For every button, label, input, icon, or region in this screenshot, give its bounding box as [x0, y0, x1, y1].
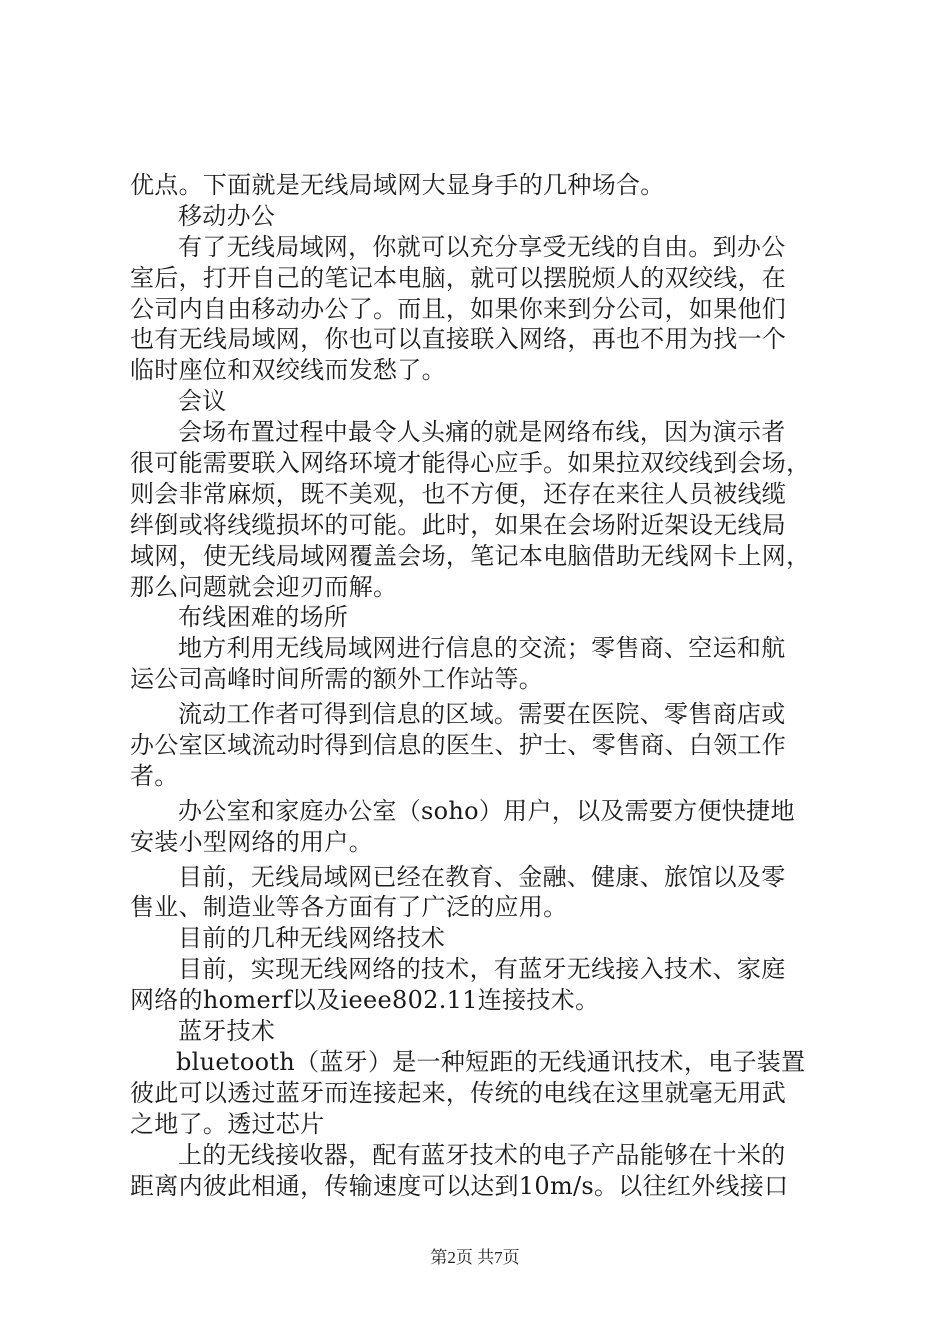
- body-line: 之地了。透过芯片: [130, 1109, 325, 1138]
- body-line: 售业、制造业等各方面有了广泛的应用。: [130, 893, 568, 922]
- body-line: 者。: [130, 761, 179, 790]
- body-line: 距离内彼此相通，传输速度可以达到10m/s。以往红外线接口: [130, 1171, 789, 1200]
- body-line: 优点。下面就是无线局域网大显身手的几种场合。: [130, 171, 665, 199]
- body-line: 彼此可以透过蓝牙而连接起来，传统的电线在这里就毫无用武: [130, 1078, 787, 1107]
- body-line: 办公室和家庭办公室（soho）用户，以及需要方便快捷地: [178, 796, 795, 825]
- section-heading-wireless-tech: 目前的几种无线网络技术: [178, 924, 446, 953]
- body-line: 上的无线接收器，配有蓝牙技术的电子产品能够在十米的: [178, 1140, 786, 1169]
- body-line: 安装小型网络的用户。: [130, 827, 373, 856]
- body-line: 域网，使无线局域网覆盖会场，笔记本电脑借助无线网卡上网，: [130, 541, 811, 570]
- body-line: 运公司高峰时间所需的额外工作站等。: [130, 665, 544, 694]
- section-heading-bluetooth: 蓝牙技术: [178, 1017, 276, 1046]
- body-line: 网络的homerf以及ieee802.11连接技术。: [130, 986, 600, 1015]
- body-line: 办公室区域流动时得到信息的医生、护士、零售商、白领工作: [130, 731, 787, 760]
- section-heading-meeting: 会议: [178, 387, 227, 416]
- body-line: 会场布置过程中最令人头痛的就是网络布线，因为演示者: [178, 418, 786, 447]
- body-line: 也有无线局域网，你也可以直接联入网络，再也不用为找一个: [130, 325, 787, 354]
- body-line: 绊倒或将线缆损坏的可能。此时，如果在会场附近架设无线局: [130, 510, 787, 539]
- body-line: 公司内自由移动办公了。而且，如果你来到分公司，如果他们: [130, 294, 787, 323]
- page-number-footer: 第2页 共7页: [430, 1248, 520, 1267]
- section-heading-difficult-wiring: 布线困难的场所: [178, 603, 349, 632]
- body-line: 流动工作者可得到信息的区域。需要在医院、零售商店或: [178, 700, 786, 729]
- body-line: 地方利用无线局域网进行信息的交流；零售商、空运和航: [178, 634, 786, 663]
- document-body: [130, 170, 830, 1201]
- body-line: 目前，无线局域网已经在教育、金融、健康、旅馆以及零: [178, 862, 786, 891]
- body-line: 目前，实现无线网络的技术，有蓝牙无线接入技术、家庭: [178, 955, 786, 984]
- body-line: 临时座位和双绞线而发愁了。: [130, 356, 446, 385]
- section-heading-mobile-office: 移动办公: [178, 201, 276, 230]
- body-line: 则会非常麻烦，既不美观，也不方便，还存在来往人员被线缆: [130, 479, 787, 508]
- body-line: 那么问题就会迎刃而解。: [130, 572, 398, 601]
- body-line: bluetooth（蓝牙）是一种短距的无线通讯技术，电子装置: [176, 1047, 806, 1076]
- body-line: 很可能需要联入网络环境才能得心应手。如果拉双绞线到会场，: [130, 449, 811, 478]
- body-line: 有了无线局域网，你就可以充分享受无线的自由。到办公: [178, 232, 786, 261]
- body-line: 室后，打开自己的笔记本电脑，就可以摆脱烦人的双绞线，在: [130, 263, 787, 292]
